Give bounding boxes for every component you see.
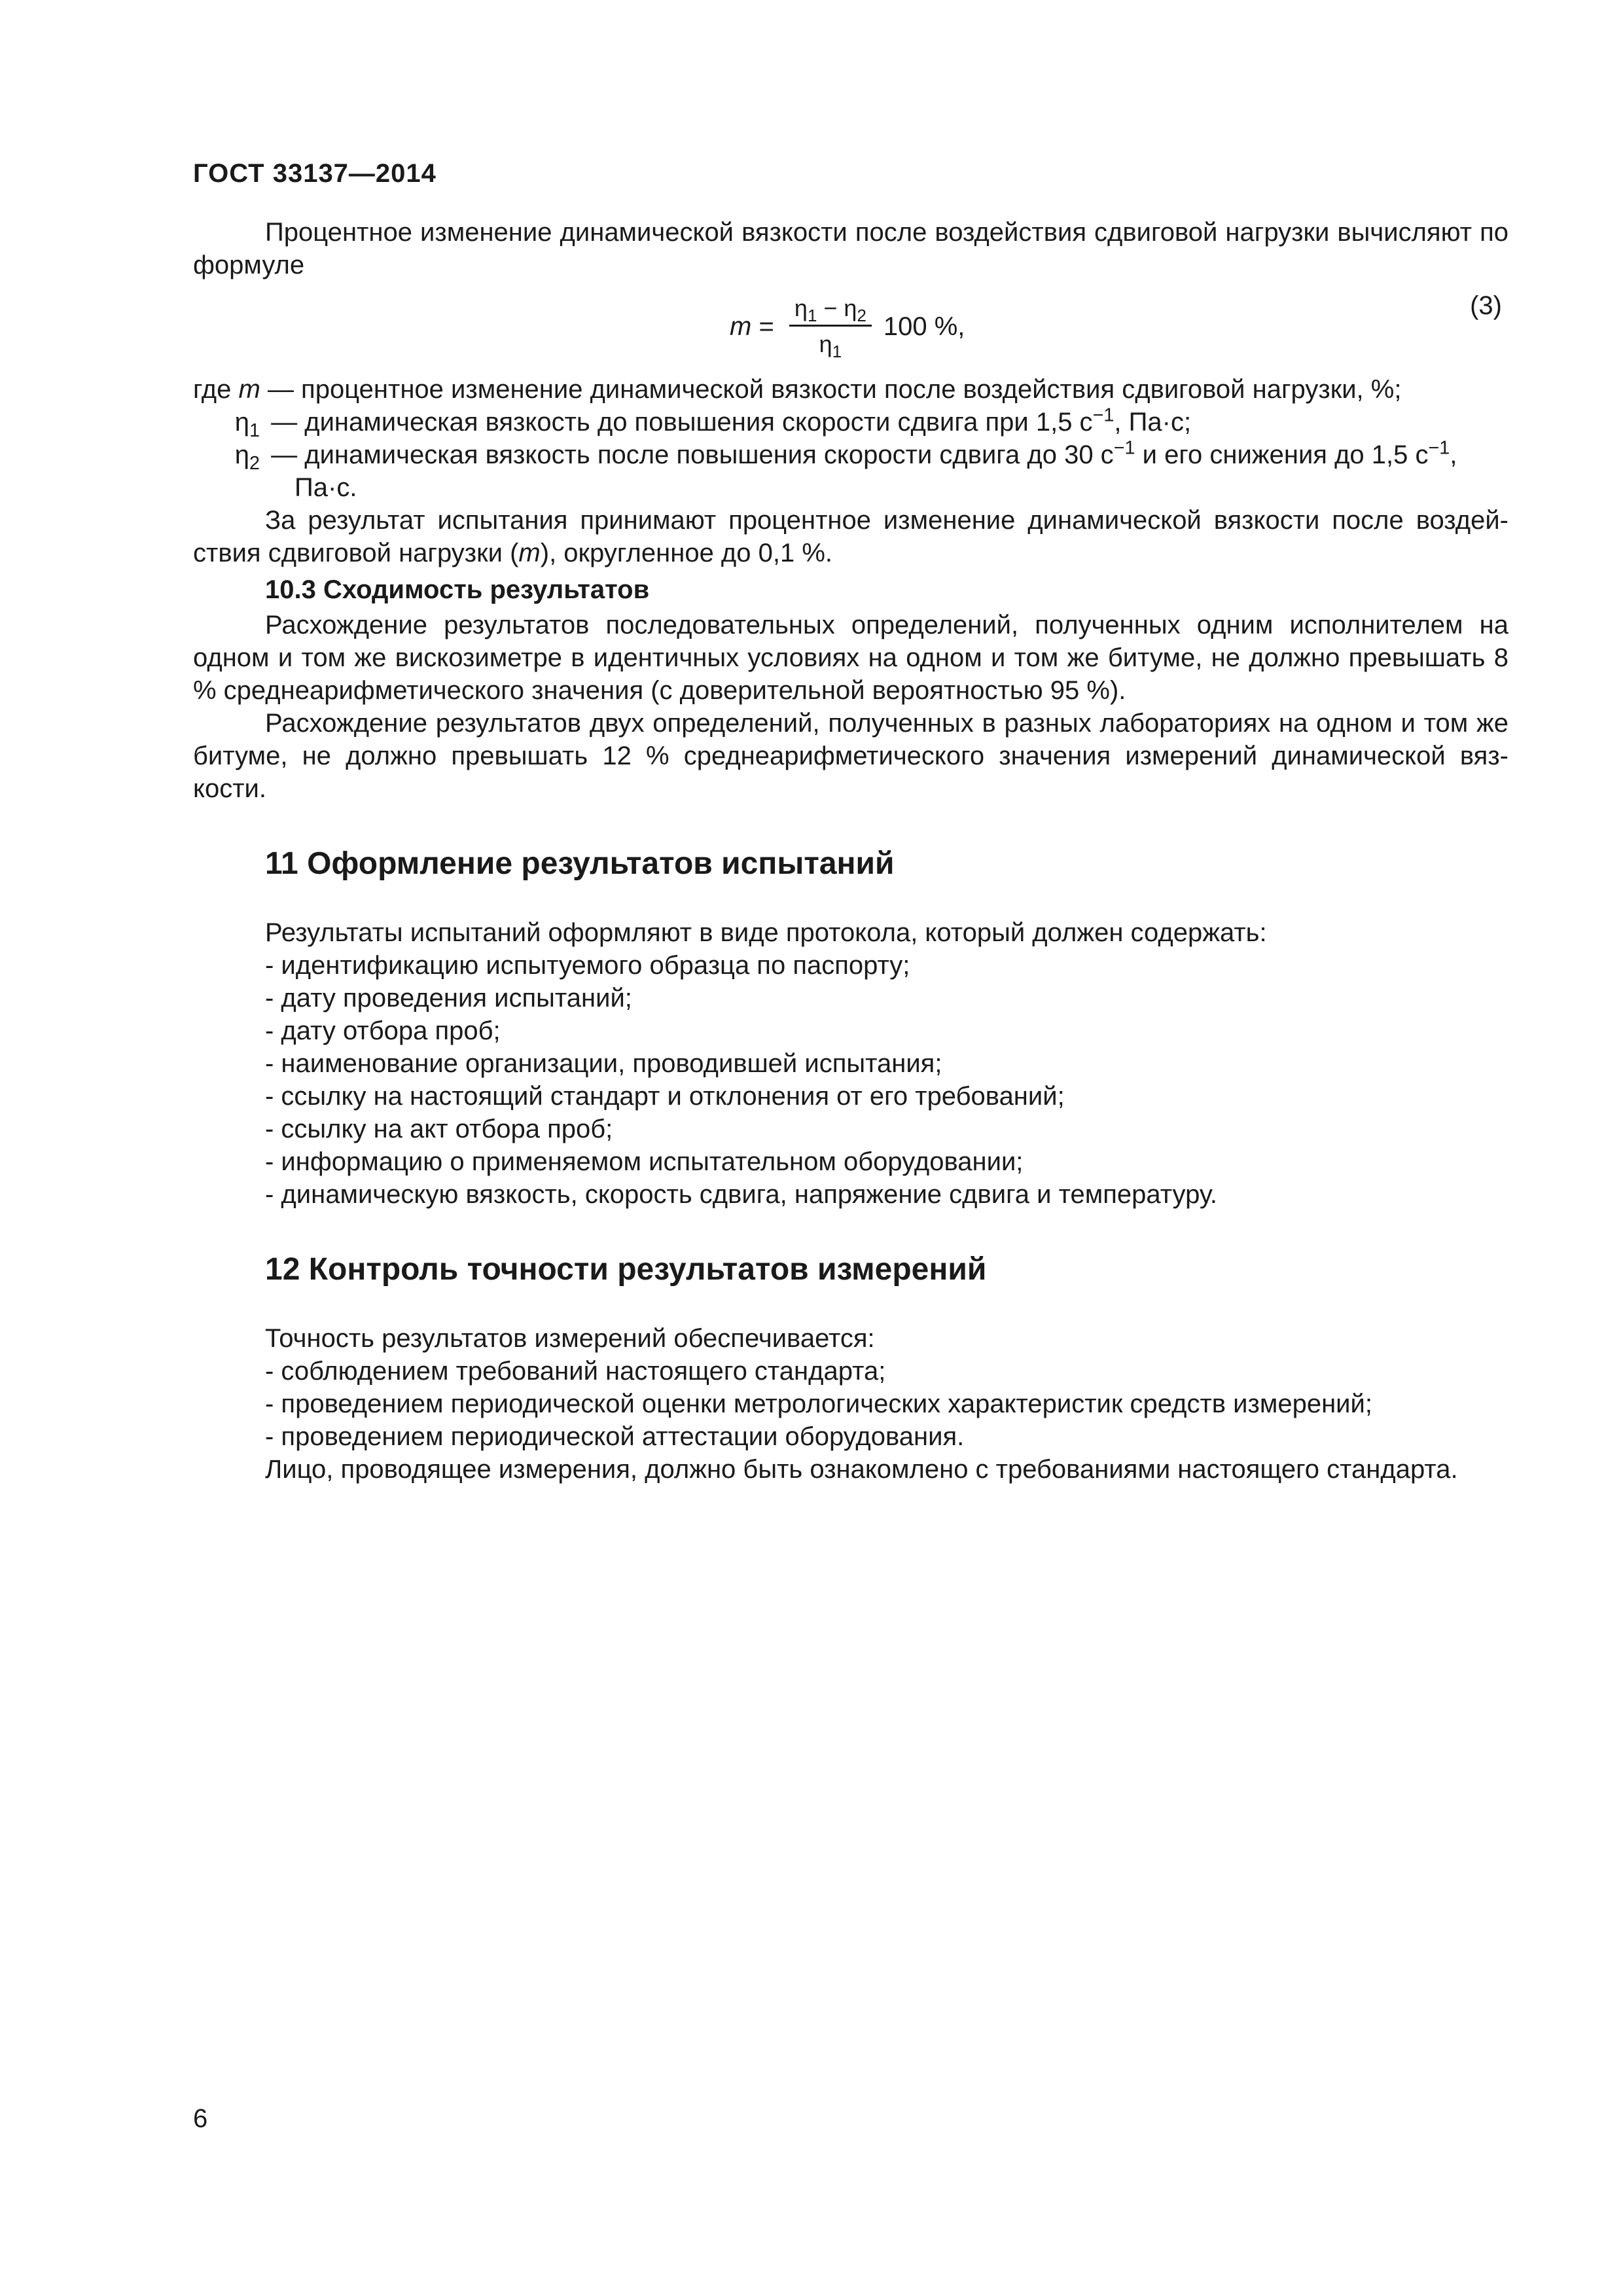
where-m-symbol: m — [238, 375, 260, 404]
section-12-list — [193, 1355, 1508, 1453]
result-paragraph — [193, 504, 1508, 569]
eta-symbol: η — [234, 440, 249, 469]
section-12-closing: Лицо, проводящее измерения, должно быть ознакомлено с требованиями настоящего стандарта. — [265, 1455, 1458, 1484]
subsection-10-3-title: 10.3 Сходимость результатов — [265, 575, 650, 604]
section-11-list — [193, 949, 1508, 1211]
where-m — [193, 373, 1508, 406]
section-11-intro: Результаты испытаний оформляют в виде протокола, который должен содержать: — [265, 918, 1267, 947]
superscript: −1 — [1092, 404, 1115, 426]
list-item: - дату проведения испытаний; — [265, 984, 632, 1013]
result-text-end: ), округленное до 0,1 %. — [540, 539, 833, 567]
subscript: 2 — [857, 307, 866, 326]
document-page — [193, 157, 1508, 1486]
formula-fraction — [789, 293, 872, 362]
where-eta1-symbol — [193, 406, 264, 439]
formula-number: (3) — [1470, 291, 1502, 320]
where-eta1 — [193, 406, 1508, 439]
subscript: 1 — [249, 420, 260, 441]
document-header: ГОСТ 33137—2014 — [193, 159, 437, 188]
subscript: 2 — [249, 453, 260, 474]
section-12-title: 12 Контроль точности результатов измерений — [265, 1252, 987, 1287]
section-12-intro: Точность результатов измерений обеспечивается: — [265, 1324, 875, 1353]
minus-sign: − — [817, 295, 844, 321]
formula-block — [193, 285, 1508, 369]
formula-lhs: m — [730, 312, 752, 341]
subsection-10-3-paragraph-1: Расхождение результатов последовательных определений, полученных одним исполнителем на одном и том же вискозиметре в идентичных условиях на одном и том же битуме, не должно превышать 8 % среднеарифметического значения (с доверительной вероятностью 95 %). — [193, 611, 1508, 705]
where-eta2-continuation: Па·с. — [294, 473, 357, 502]
list-item: - идентификацию испытуемого образца по паспорту; — [265, 951, 910, 980]
where-eta2-text-b: и его снижения до 1,5 с — [1135, 440, 1429, 469]
result-m-symbol: m — [518, 539, 541, 567]
where-lead: где — [193, 375, 239, 404]
subscript: 1 — [807, 307, 817, 326]
list-item: - дату отбора проб; — [265, 1016, 501, 1045]
eta-symbol: η — [794, 295, 808, 321]
where-eta2-comma: , — [1450, 440, 1457, 469]
where-eta2-symbol — [193, 439, 264, 474]
formula-numerator — [789, 293, 872, 327]
formula-3 — [730, 293, 965, 362]
list-item: - ссылку на акт отбора проб; — [265, 1115, 613, 1143]
result-text: За результат испытания принимают процентное изменение динамической вязкости после воздей-ствия сдвиговой нагрузки ( — [193, 506, 1508, 567]
superscript: −1 — [1113, 437, 1135, 459]
formula-tail: 100 %, — [883, 312, 965, 341]
formula-equals: = — [751, 312, 781, 341]
list-item: - ссылку на настоящий стандарт и отклонения от его требований; — [265, 1082, 1065, 1111]
eta-symbol: η — [234, 408, 249, 437]
subscript: 1 — [832, 343, 842, 362]
eta-symbol: η — [844, 295, 857, 321]
list-item: - соблюдением требований настоящего стандарта; — [265, 1357, 886, 1386]
list-item: - проведением периодической аттестации оборудования. — [265, 1422, 965, 1451]
where-eta2-text: — динамическая вязкость после повышения скорости сдвига до 30 с — [264, 440, 1114, 469]
list-item: - информацию о применяемом испытательном оборудовании; — [265, 1147, 1024, 1176]
section-11-title: 11 Оформление результатов испытаний — [265, 846, 895, 881]
superscript: −1 — [1428, 437, 1450, 459]
where-eta1-text: — динамическая вязкость до повышения скорости сдвига при 1,5 с — [264, 408, 1093, 437]
list-item: - наименование организации, проводившей испытания; — [265, 1049, 942, 1078]
where-m-text: — процентное изменение динамической вязкости после воздействия сдвиговой нагрузки, %; — [260, 375, 1402, 404]
list-item: - проведением периодической оценки метрологических характеристик средств измерений; — [265, 1390, 1372, 1418]
page-number: 6 — [193, 2104, 208, 2133]
list-item: - динамическую вязкость, скорость сдвига, напряжение сдвига и температуру. — [265, 1180, 1217, 1209]
where-eta2 — [193, 437, 1508, 474]
subsection-10-3-paragraph-2: Расхождение результатов двух определений, полученных в разных лабораториях на одном и том же битуме, не должно превышать 12 % среднеарифметического значения измерений динамической вяз-кости. — [193, 709, 1508, 803]
eta-symbol: η — [819, 331, 832, 357]
where-eta1-unit: , Па·с; — [1114, 408, 1192, 437]
formula-intro-paragraph: Процентное изменение динамической вязкости после воздействия сдвиговой нагрузки вычисляют по формуле — [193, 218, 1508, 279]
formula-denominator — [819, 327, 842, 362]
